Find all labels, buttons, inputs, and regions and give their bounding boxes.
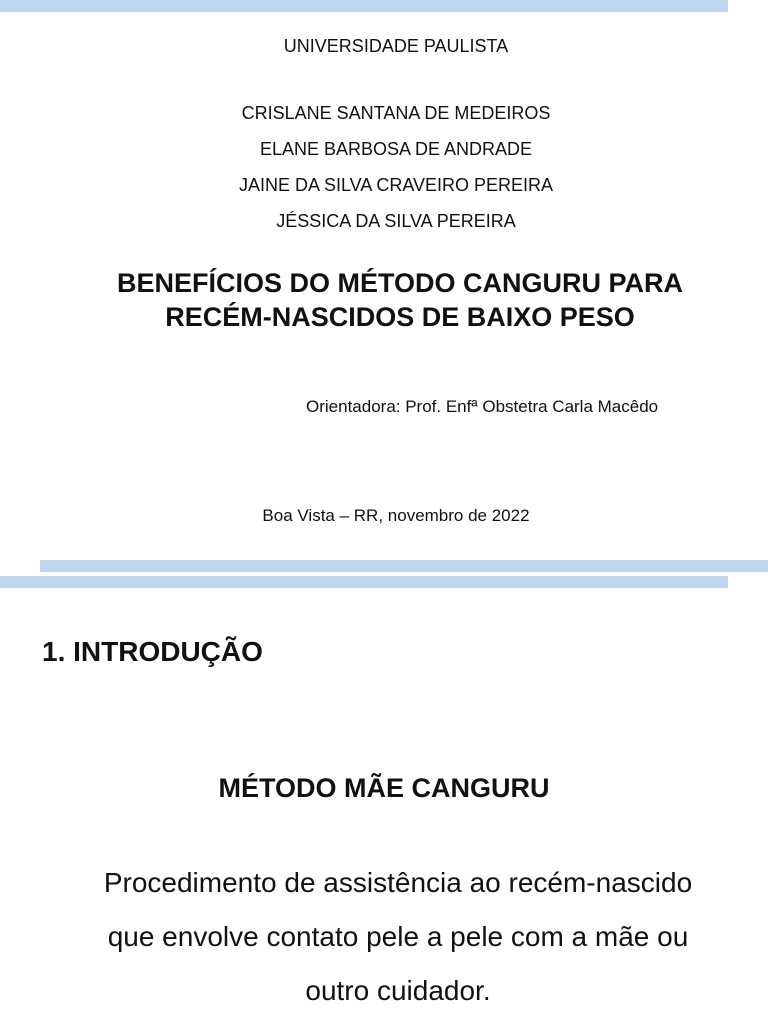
- university-name: UNIVERSIDADE PAULISTA: [283, 36, 509, 56]
- introduction-slide: [0, 588, 768, 1024]
- author-name: JAINE DA SILVA CRAVEIRO PEREIRA: [238, 175, 554, 195]
- advisor-line: Orientadora: Prof. Enfª Obstetra Carla Macêdo: [306, 397, 659, 416]
- section-heading: 1. INTRODUÇÃO: [42, 636, 263, 667]
- place-date: Boa Vista – RR, novembro de 2022: [262, 506, 530, 525]
- top-accent-bar: [0, 0, 728, 12]
- author-name: JÉSSICA DA SILVA PEREIRA: [276, 211, 516, 231]
- body-line: que envolve contato pele a pele com a mãe ou: [107, 921, 689, 952]
- body-line: Procedimento de assistência ao recém-nascido: [103, 867, 693, 898]
- section-subheading: MÉTODO MÃE CANGURU: [218, 773, 550, 803]
- title-line: RECÉM-NASCIDOS DE BAIXO PESO: [165, 302, 635, 332]
- author-name: ELANE BARBOSA DE ANDRADE: [259, 139, 533, 159]
- cover-slide: [0, 12, 768, 560]
- title-line: BENEFÍCIOS DO MÉTODO CANGURU PARA: [116, 268, 684, 298]
- body-paragraph: [40, 856, 756, 1018]
- author-name: CRISLANE SANTANA DE MEDEIROS: [241, 103, 551, 123]
- document-title: [0, 266, 768, 334]
- slide-divider-bar: [0, 576, 728, 588]
- slide-divider-bar: [40, 560, 768, 572]
- body-line: outro cuidador.: [305, 975, 491, 1006]
- author-list: [0, 95, 768, 239]
